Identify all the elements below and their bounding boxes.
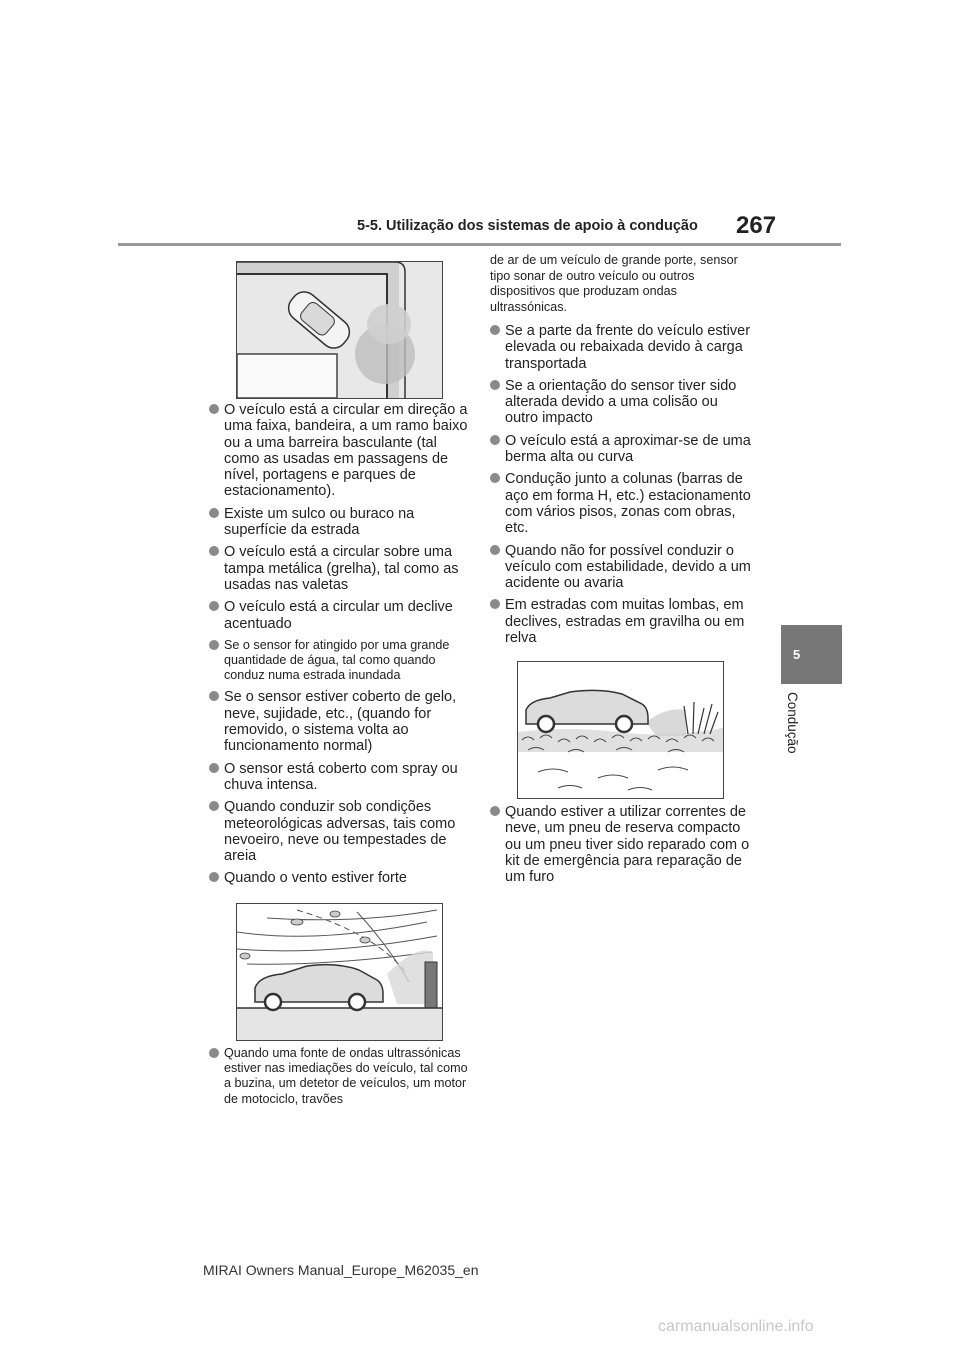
left-column: [209, 402, 474, 893]
watermark: carmanualsonline.info: [658, 1318, 814, 1335]
car-on-rough-road-illustration: [518, 662, 723, 798]
bullet-icon: [490, 435, 500, 445]
bullet-icon: [490, 545, 500, 555]
list-item: Quando não for possível conduzir o veículo com estabilidade, devido a um acidente ou avaria: [490, 543, 752, 592]
bullet-icon: [209, 691, 219, 701]
car-in-wind-illustration: [237, 904, 442, 1040]
bullet-icon: [490, 473, 500, 483]
list-item: Se o sensor for atingido por uma grande quantidade de água, tal como quando conduz numa estrada inundada: [209, 638, 474, 684]
right-bottom-block: [490, 804, 752, 891]
bullet-icon: [490, 599, 500, 609]
header-divider: [118, 243, 841, 246]
list-item: Condução junto a colunas (barras de aço em forma H, etc.) estacionamento com vários pisos, zonas com obras, etc.: [490, 471, 752, 536]
section-title: 5-5. Utilização dos sistemas de apoio à condução: [357, 218, 698, 234]
bullet-icon: [209, 801, 219, 811]
page-number: 267: [736, 212, 777, 239]
bullet-icon: [209, 872, 219, 882]
car-parking-corner-illustration: [237, 262, 442, 398]
bullet-icon: [209, 508, 219, 518]
continuation-text: de ar de um veículo de grande porte, sensor tipo sonar de outro veículo ou outros dispositivos que produzam ondas ultrassónicas.: [490, 253, 738, 314]
bullet-icon: [209, 404, 219, 414]
bullet-icon: [209, 601, 219, 611]
list-item: O veículo está a circular em direção a uma faixa, bandeira, a um ramo baixo ou a uma barreira basculante (tal como as usadas em passagens de nível, portagens e parques de estacionamento).: [209, 402, 474, 500]
list-item: Em estradas com muitas lombas, em declives, estradas em gravilha ou em relva: [490, 597, 752, 646]
bullet-icon: [490, 325, 500, 335]
list-item: Quando conduzir sob condições meteorológicas adversas, tais como nevoeiro, neve ou tempestades de areia: [209, 799, 474, 864]
chapter-label: Condução: [785, 692, 800, 754]
bullet-icon: [490, 380, 500, 390]
list-item: Quando uma fonte de ondas ultrassónicas estiver nas imediações do veículo, tal como a buzina, um detetor de veículos, um motor de motociclo, travões: [209, 1046, 474, 1107]
bullet-icon: [209, 640, 219, 650]
list-item: Se a orientação do sensor tiver sido alterada devido a uma colisão ou outro impacto: [490, 378, 752, 427]
figure-parking-corner: [236, 261, 443, 399]
bullet-icon: [209, 763, 219, 773]
list-item: Quando estiver a utilizar correntes de neve, um pneu de reserva compacto ou um pneu tiver sido reparado com o kit de emergência para reparação de um furo: [490, 804, 752, 885]
list-item: Se o sensor estiver coberto de gelo, neve, sujidade, etc., (quando for removido, o sistema volta ao funcionamento normal): [209, 689, 474, 754]
bullet-icon: [490, 806, 500, 816]
bullet-icon: [209, 546, 219, 556]
figure-wind: [236, 903, 443, 1041]
figure-rough-road: [517, 661, 724, 799]
left-bottom-block: [209, 1046, 474, 1113]
list-item: Quando o vento estiver forte: [209, 870, 474, 886]
footer-manual-name: MIRAI Owners Manual_Europe_M62035_en: [203, 1262, 479, 1278]
chapter-label-container: [784, 692, 804, 772]
list-item: O veículo está a circular um declive acentuado: [209, 599, 474, 632]
chapter-number: 5: [793, 647, 801, 662]
right-column: [490, 253, 752, 652]
bullet-icon: [209, 1048, 219, 1058]
list-item: Se a parte da frente do veículo estiver elevada ou rebaixada devido à carga transportada: [490, 323, 752, 372]
list-item: O veículo está a circular sobre uma tampa metálica (grelha), tal como as usadas nas valetas: [209, 544, 474, 593]
list-item: Existe um sulco ou buraco na superfície da estrada: [209, 506, 474, 539]
list-item: O veículo está a aproximar-se de uma berma alta ou curva: [490, 433, 752, 466]
chapter-tab: [781, 625, 842, 684]
list-item: O sensor está coberto com spray ou chuva intensa.: [209, 761, 474, 794]
